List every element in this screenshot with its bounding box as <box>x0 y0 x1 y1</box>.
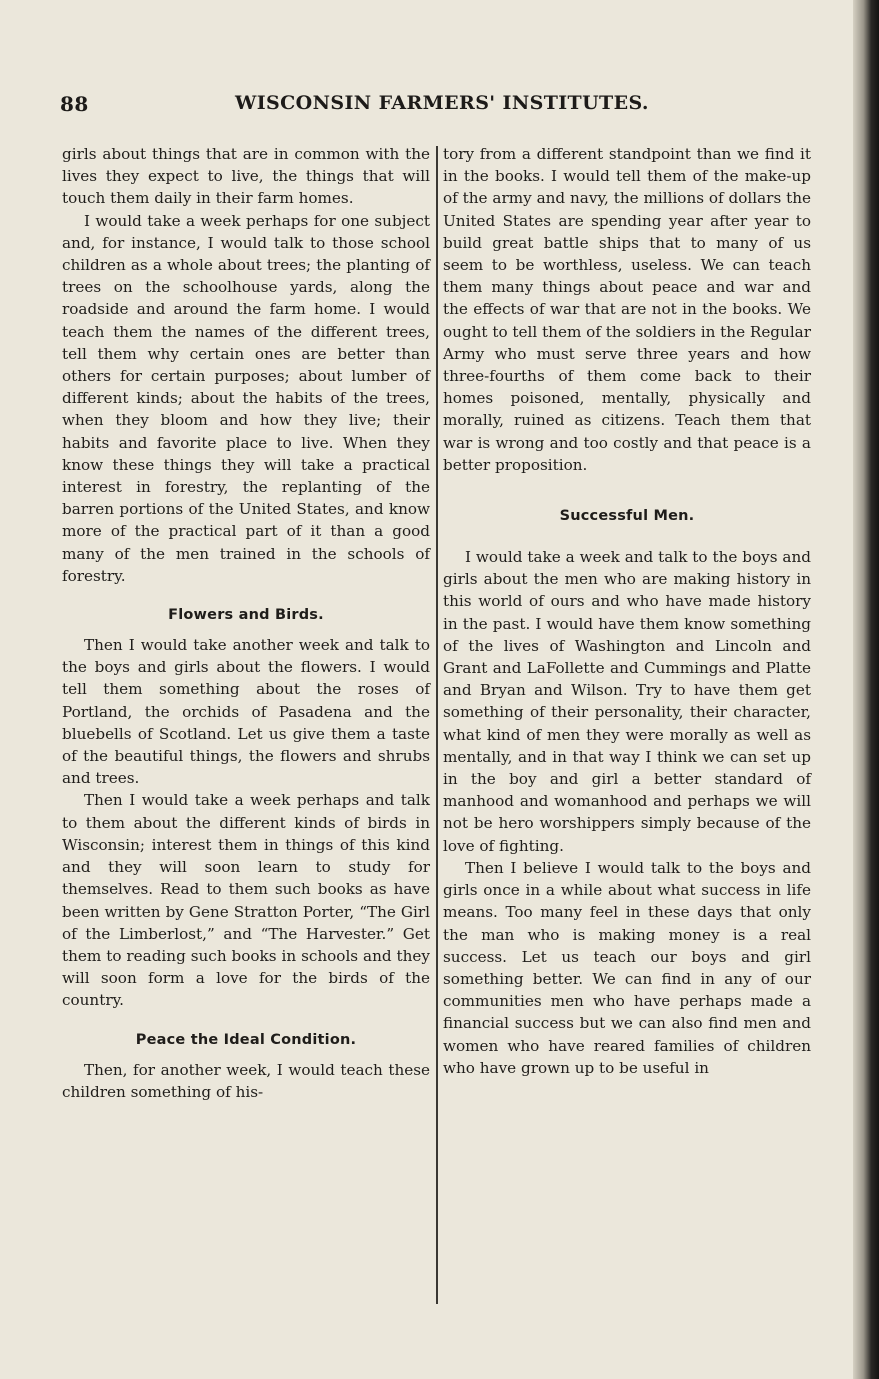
running-head-title: WISCONSIN FARMERS' INSTITUTES. <box>235 92 649 114</box>
page-binding-edge <box>853 0 879 1379</box>
left-column <box>62 143 430 1103</box>
section-heading-flowers-and-birds: Flowers and Birds. <box>168 607 324 624</box>
section-heading-successful-men: Successful Men. <box>559 508 695 525</box>
right-column <box>443 143 811 1079</box>
paragraph: Then I would take a week perhaps and talk to them about the different kinds of birds in Wisconsin; interest them in things of this kind and they will soon learn to study for themselves. Read to them such books as have been written by Gene Stratton Porter, “The Girl of the Limberlost,” and “The Harvester.” Get them to reading such books in schools and they will soon form a love for the birds of the country. <box>62 791 430 1010</box>
paragraph: girls about things that are in common with the lives they expect to live, the things that will touch them daily in their farm homes. <box>62 145 430 208</box>
paragraph: Then I believe I would talk to the boys and girls once in a while about what success in life means. Too many feel in these days that only the man who is making money is a real success. Let us teach our boys and girl something better. We can find in any of our communities men who have perhaps made a financial success but we can also find men and women who have reared families of children who have grown up to be useful in <box>443 858 811 1077</box>
paragraph: I would take a week and talk to the boys and girls about the men who are making history in this world of ours and who have made history in the past. I would have them know something of the lives of Washington and Lincoln and Grant and LaFollette and Cummings and Platte and Bryan and Wilson. Try to have them get something of their personality, their character, what kind of men they were morally as well as mentally, and in that way I think we can set up in the boy and girl a better standard of manhood and womanhood and perhaps we will not be hero worshippers simply because of the love of fighting. <box>443 548 811 855</box>
column-divider <box>436 146 438 1304</box>
running-head <box>60 92 830 122</box>
paragraph: tory from a different standpoint than we find it in the books. I would tell them of the make-up of the army and navy, the millions of dollars the United States are spending year after year to build great battle ships that to many of us seem to be worthless, useless. We can teach them many things about peace and war and the effects of war that are not in the books. We ought to tell them of the soldiers in the Regular Army who must serve three years and how three-fourths of them come back to their homes poisoned, mentally, physically and morally, ruined as citizens. Teach them that war is wrong and too costly and that peace is a better proposition. <box>443 145 811 474</box>
paragraph: Then, for another week, I would teach these children something of his- <box>62 1060 430 1101</box>
section-heading-peace: Peace the Ideal Condition. <box>135 1031 357 1048</box>
paragraph: I would take a week perhaps for one subject and, for instance, I would talk to those school children as a whole about trees; the planting of trees on the schoolhouse yards, along the roadside and around the farm home. I would teach them the names of the different trees, tell them why certain ones are better than others for certain purposes; about lumber of different kinds; about the habits of the trees, when they bloom and how they live; their habits and favorite place to live. When they know these things they will take a practical interest in forestry, the replanting of the barren portions of the United States, and know more of the practical part of it than a good many of the men trained in the schools of forestry. <box>62 211 430 585</box>
page-number: 88 <box>60 92 89 116</box>
paragraph: Then I would take another week and talk to the boys and girls about the flowers. I would tell them something about the roses of Portland, the orchids of Pasadena and the bluebells of Scotland. Let us give them a taste of the beautiful things, the flowers and shrubs and trees. <box>62 636 430 788</box>
